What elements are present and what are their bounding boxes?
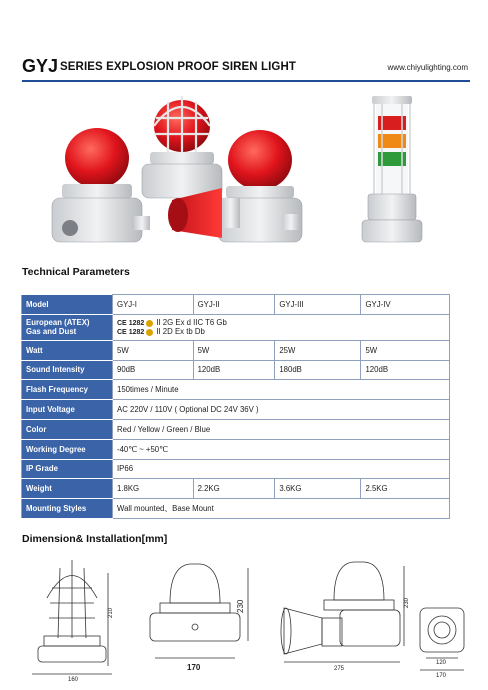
atex-dust-marking: II 2D Ex tb Db [156, 327, 205, 337]
header-divider [22, 80, 470, 82]
table-row [22, 400, 450, 420]
series-subtitle: SERIES EXPLOSION PROOF SIREN LIGHT [60, 61, 296, 73]
table-cell: 120dB [193, 360, 275, 380]
drawing-caged-light [32, 560, 114, 683]
table-cell: 5W [361, 340, 450, 360]
table-cell: 1.8KG [113, 479, 194, 499]
table-cell: 120dB [361, 360, 450, 380]
row-label: IP Grade [22, 459, 113, 479]
siren-light-left [52, 128, 150, 242]
website-url: www.chiyulighting.com [387, 63, 468, 72]
siren-light-caged [142, 96, 222, 198]
dim-d2-height: 230 [236, 599, 245, 613]
drawing-dome-light [150, 564, 248, 672]
row-label: Color [22, 419, 113, 439]
table-row [22, 380, 450, 400]
product-photos [22, 88, 470, 263]
table-cell: Wall mounted、Base Mount [113, 499, 450, 519]
table-row [22, 439, 450, 459]
dimension-heading: Dimension& Installation[mm] [22, 533, 168, 545]
table-row [22, 479, 450, 499]
drawing-horn-light [281, 562, 410, 672]
table-cell: 25W [275, 340, 361, 360]
dim-d4-width2: 170 [436, 673, 447, 679]
row-label: Weight [22, 479, 113, 499]
brand-title: GYJ [22, 56, 59, 76]
table-row [22, 340, 450, 360]
row-label: Input Voltage [22, 400, 113, 420]
table-cell: -40℃ ~ +50℃ [113, 439, 450, 459]
ce-mark-icon: CE [117, 320, 127, 328]
table-cell [113, 314, 450, 340]
ex-mark-icon [146, 329, 153, 336]
table-cell: 2.5KG [361, 479, 450, 499]
row-label: Flash Frequency [22, 380, 113, 400]
table-row [22, 295, 450, 315]
table-cell: AC 220V / 110V ( Optional DC 24V 36V ) [113, 400, 450, 420]
ce-mark-icon: CE [117, 329, 127, 337]
row-label: Watt [22, 340, 113, 360]
ce-code: 1282 [128, 329, 145, 337]
table-cell: 5W [193, 340, 275, 360]
atex-gas-marking: II 2G Ex d IIC T6 Gb [156, 318, 227, 328]
table-cell: 5W [113, 340, 194, 360]
table-cell: 2.2KG [193, 479, 275, 499]
stack-tower-light [362, 96, 422, 242]
table-row [22, 499, 450, 519]
ex-mark-icon [146, 320, 153, 327]
table-cell: GYJ-III [275, 295, 361, 315]
parameters-table [21, 294, 450, 519]
table-row [22, 419, 450, 439]
drawing-base-plan [420, 608, 464, 679]
table-cell: IP66 [113, 459, 450, 479]
row-label: Working Degree [22, 439, 113, 459]
table-row [22, 314, 450, 340]
dimension-drawings [22, 548, 470, 683]
technical-parameters-heading: Technical Parameters [22, 266, 130, 278]
table-cell: GYJ-II [193, 295, 275, 315]
dim-d4-width1: 120 [436, 660, 447, 666]
ce-code: 1282 [128, 320, 145, 328]
table-cell: GYJ-IV [361, 295, 450, 315]
atex-label-line1: European (ATEX) [26, 318, 90, 328]
table-cell: 180dB [275, 360, 361, 380]
table-cell: Red / Yellow / Green / Blue [113, 419, 450, 439]
table-cell: GYJ-I [113, 295, 194, 315]
table-cell: 3.6KG [275, 479, 361, 499]
row-label [22, 314, 113, 340]
dim-d3-height: 230 [404, 597, 410, 608]
dim-d3-width: 275 [334, 666, 345, 672]
row-label: Mounting Styles [22, 499, 113, 519]
dim-d2-width: 170 [187, 663, 201, 672]
row-label: Sound Intensity [22, 360, 113, 380]
atex-label-line2: Gas and Dust [26, 327, 77, 337]
row-label: Model [22, 295, 113, 315]
table-cell: 150times / Minute [113, 380, 450, 400]
dim-d1-width: 160 [68, 677, 79, 683]
table-row [22, 360, 450, 380]
dim-d1-height: 210 [108, 607, 114, 618]
table-row [22, 459, 450, 479]
table-cell: 90dB [113, 360, 194, 380]
page-header [22, 56, 470, 78]
